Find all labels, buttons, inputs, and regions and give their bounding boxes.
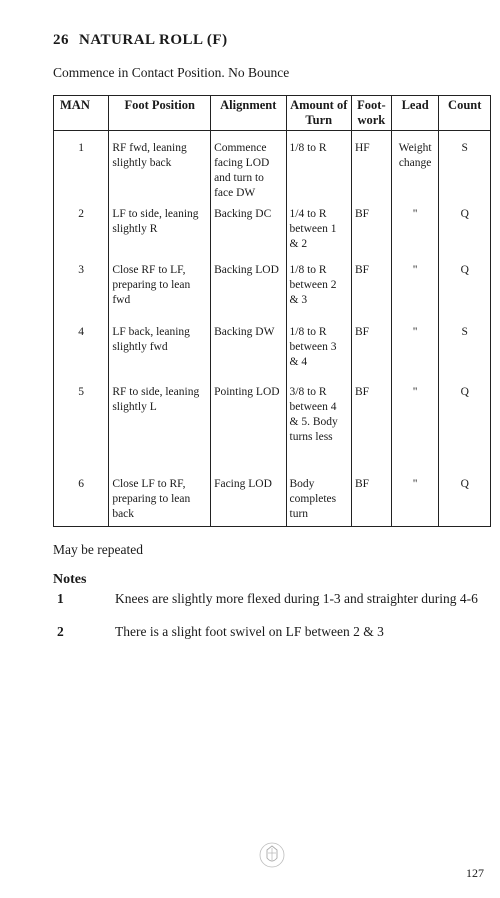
cell-step: 4	[54, 325, 109, 385]
cell-foot-position: Close RF to LF, preparing to lean fwd	[109, 263, 211, 325]
note-number: 2	[57, 624, 64, 639]
section-title: NATURAL ROLL (F)	[79, 32, 228, 48]
header-footwork: Foot-work	[351, 96, 391, 131]
cell-step: 3	[54, 263, 109, 325]
cell-footwork: BF	[351, 385, 391, 477]
cell-count: Q	[439, 263, 491, 325]
cell-alignment: Backing DW	[211, 325, 286, 385]
cell-foot-position: RF fwd, leaning slightly back	[109, 131, 211, 207]
table-row	[54, 477, 491, 527]
cell-footwork: BF	[351, 207, 391, 263]
cell-lead: "	[391, 325, 439, 385]
cell-lead: "	[391, 263, 439, 325]
cell-step: 5	[54, 385, 109, 477]
header-man: MAN	[54, 96, 109, 131]
cell-count: Q	[439, 477, 491, 527]
steps-table	[53, 95, 491, 527]
cell-amount-of-turn: 1/8 to R	[286, 131, 351, 207]
table-row	[54, 207, 491, 263]
section-heading	[53, 32, 228, 49]
cell-count: Q	[439, 207, 491, 263]
cell-lead: "	[391, 385, 439, 477]
cell-step: 6	[54, 477, 109, 527]
note-item	[53, 624, 483, 640]
cell-foot-position: Close LF to RF, preparing to lean back	[109, 477, 211, 527]
note-text: There is a slight foot swivel on LF between 2 & 3	[115, 624, 384, 639]
table-row	[54, 263, 491, 325]
cell-lead: "	[391, 477, 439, 527]
cell-alignment: Backing LOD	[211, 263, 286, 325]
section-number: 26	[53, 32, 69, 48]
cell-amount-of-turn: Body completes turn	[286, 477, 351, 527]
cell-lead: "	[391, 207, 439, 263]
cell-footwork: HF	[351, 131, 391, 207]
table-row	[54, 325, 491, 385]
intro-text: Commence in Contact Position. No Bounce	[53, 65, 290, 80]
cell-step: 1	[54, 131, 109, 207]
cell-alignment: Backing DC	[211, 207, 286, 263]
table-row	[54, 131, 491, 207]
cell-lead: Weight change	[391, 131, 439, 207]
header-alignment: Alignment	[211, 96, 286, 131]
table-row	[54, 385, 491, 477]
cell-count: S	[439, 325, 491, 385]
cell-foot-position: LF to side, leaning slightly R	[109, 207, 211, 263]
cell-alignment: Facing LOD	[211, 477, 286, 527]
cell-foot-position: RF to side, leaning slightly L	[109, 385, 211, 477]
cell-footwork: BF	[351, 263, 391, 325]
cell-count: Q	[439, 385, 491, 477]
cell-count: S	[439, 131, 491, 207]
note-item	[53, 591, 483, 607]
cell-foot-position: LF back, leaning slightly fwd	[109, 325, 211, 385]
note-text: Knees are slightly more flexed during 1-3 and straighter during 4-6	[115, 591, 478, 606]
note-number: 1	[57, 591, 64, 606]
cell-amount-of-turn: 1/4 to R between 1 & 2	[286, 207, 351, 263]
header-lead: Lead	[391, 96, 439, 131]
crest-icon	[258, 838, 286, 877]
cell-alignment: Commence facing LOD and turn to face DW	[211, 131, 286, 207]
cell-footwork: BF	[351, 325, 391, 385]
cell-amount-of-turn: 1/8 to R between 2 & 3	[286, 263, 351, 325]
header-foot-position: Foot Position	[109, 96, 211, 131]
cell-step: 2	[54, 207, 109, 263]
notes-heading: Notes	[53, 572, 87, 587]
page-number: 127	[466, 866, 484, 880]
header-amount-of-turn: Amount of Turn	[286, 96, 351, 131]
table-header-row	[54, 96, 491, 131]
cell-alignment: Pointing LOD	[211, 385, 286, 477]
header-count: Count	[439, 96, 491, 131]
cell-footwork: BF	[351, 477, 391, 527]
repeat-note: May be repeated	[53, 542, 143, 557]
cell-amount-of-turn: 1/8 to R between 3 & 4	[286, 325, 351, 385]
cell-amount-of-turn: 3/8 to R between 4 & 5. Body turns less	[286, 385, 351, 477]
